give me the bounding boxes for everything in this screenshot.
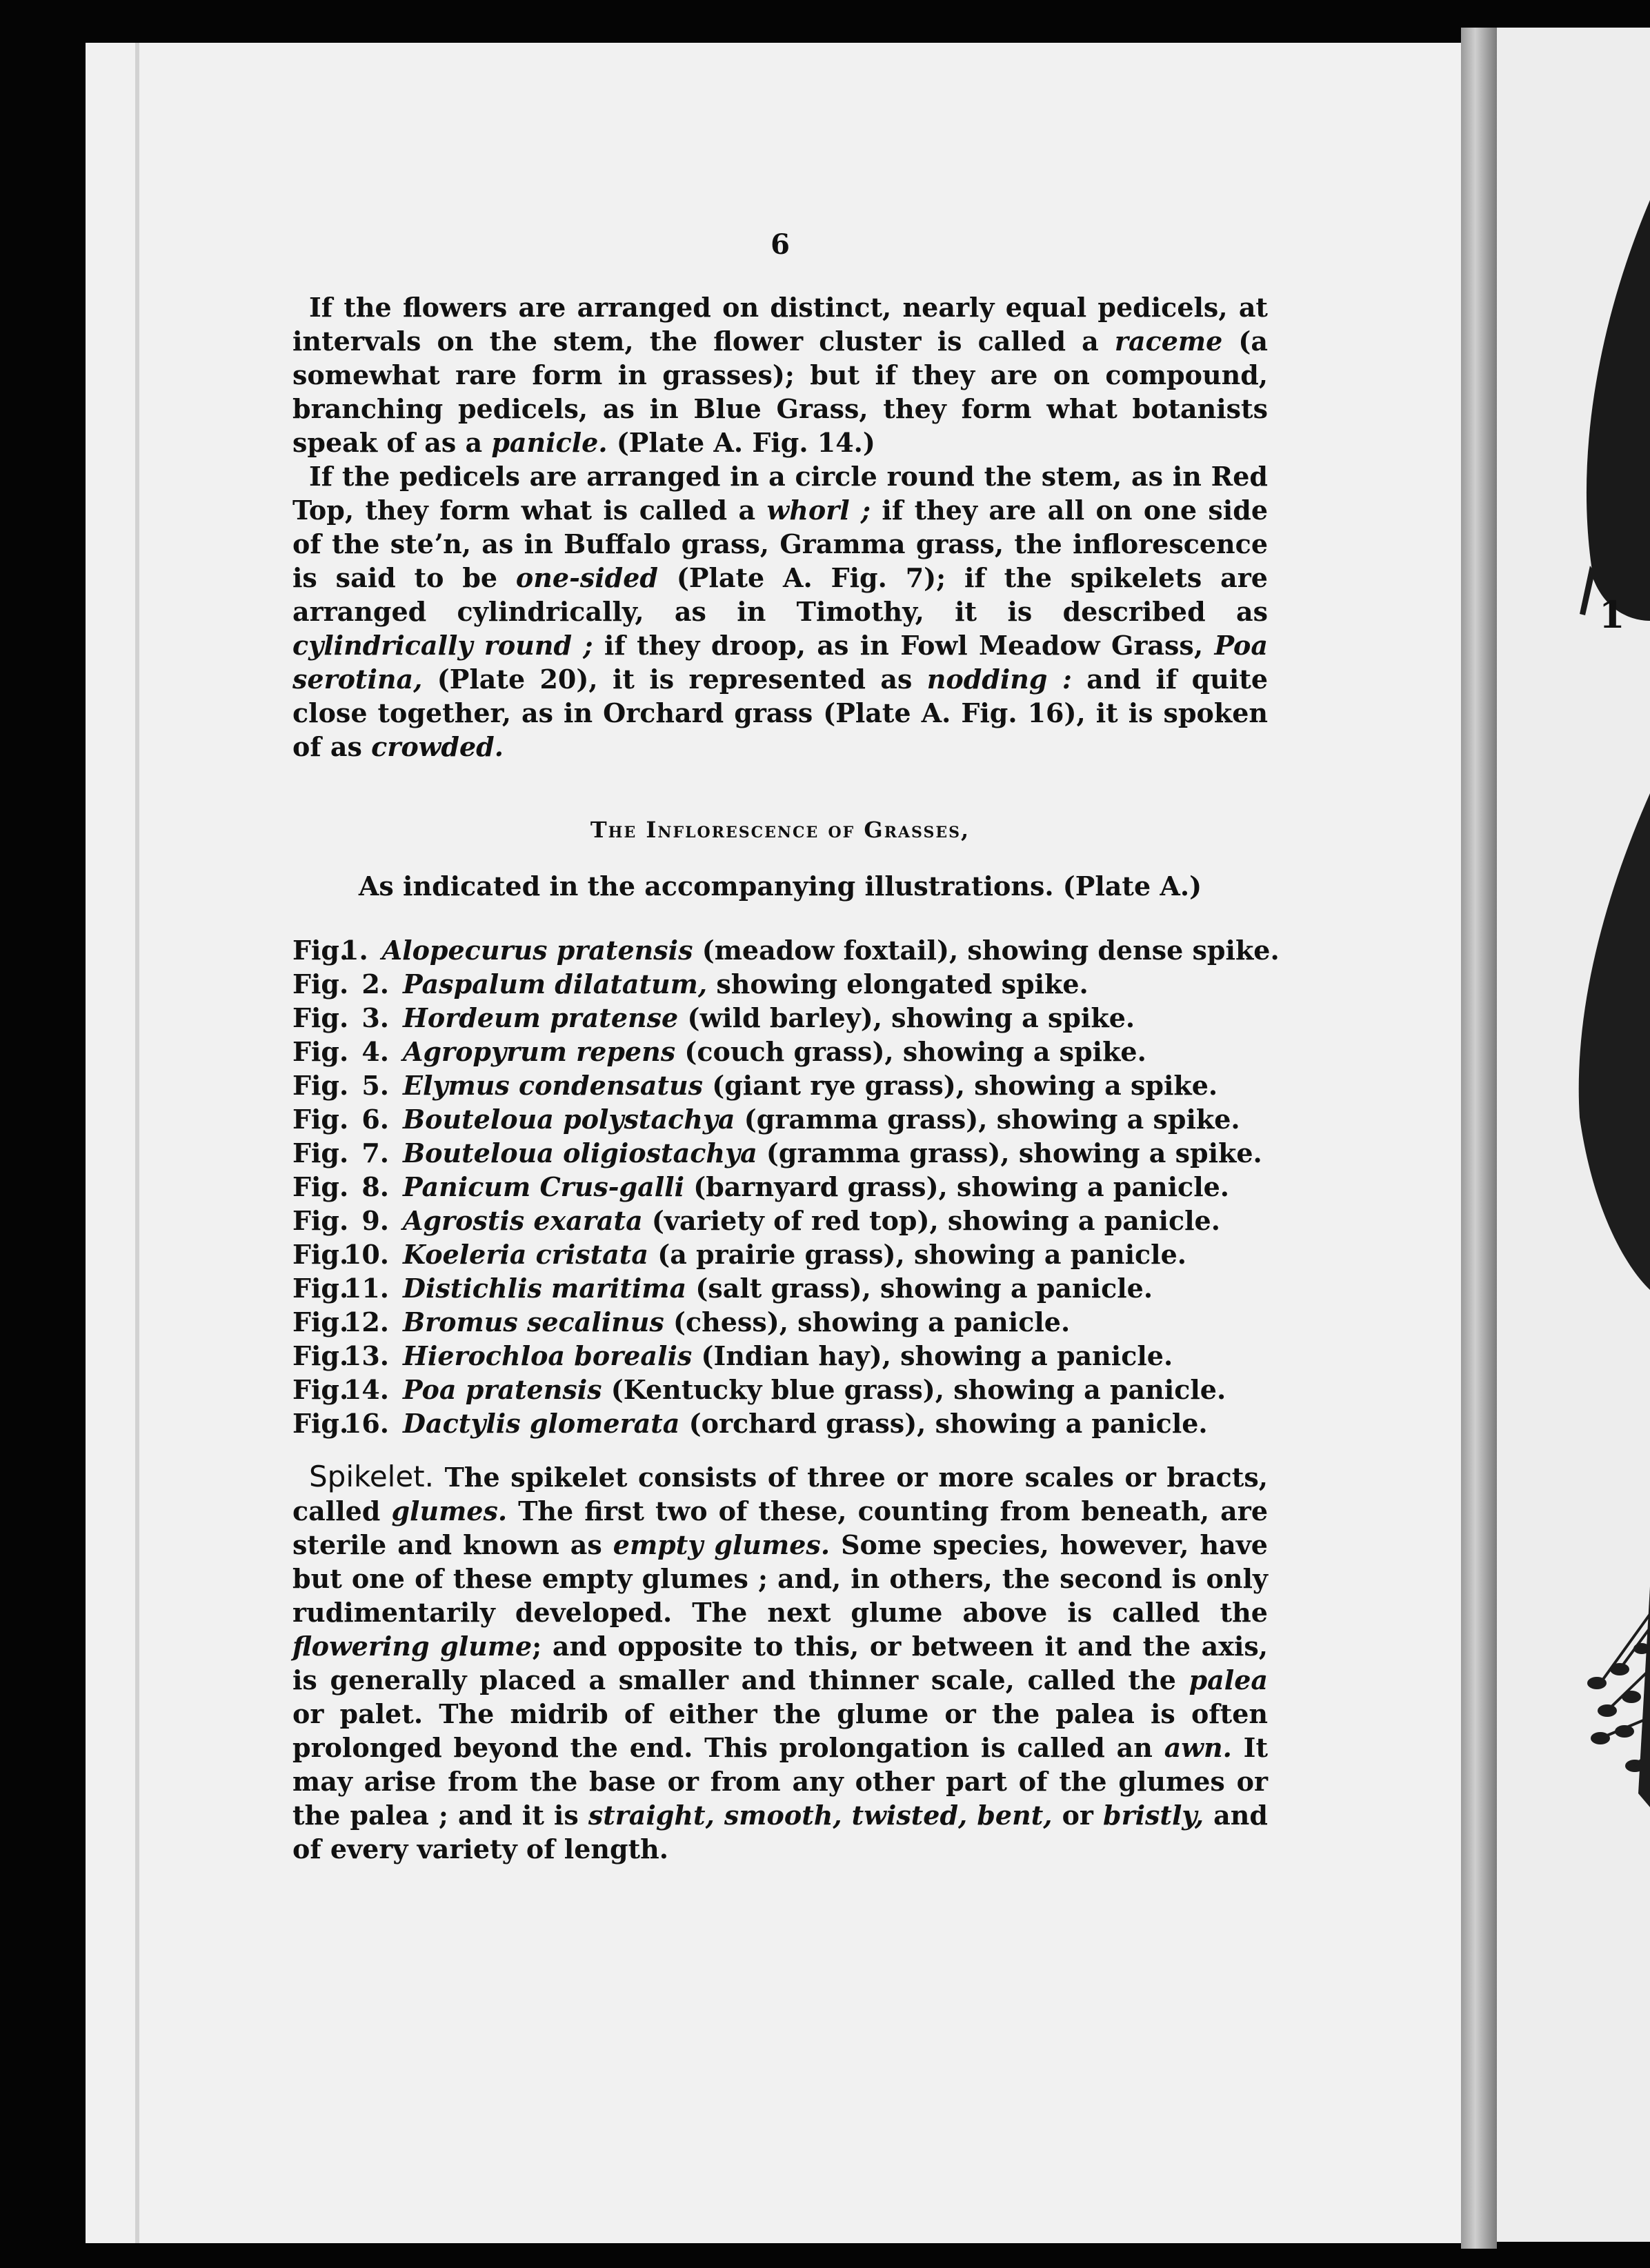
figure-row bbox=[292, 1170, 1268, 1204]
fig-label: Fig. bbox=[292, 1408, 349, 1439]
text-run: if they are all on one side of the steʼn, as in Buffalo grass, Gramma grass, the inflorescence is said to be bbox=[292, 495, 1268, 593]
fig-label: Fig. bbox=[292, 935, 349, 966]
fig-caption bbox=[403, 1170, 1229, 1204]
fig-description: (giant rye grass), showing a spike. bbox=[703, 1070, 1218, 1101]
fig-caption bbox=[403, 1339, 1173, 1373]
text-run: if they droop, as in Fowl Meadow Grass, bbox=[593, 630, 1215, 661]
text-run: (Plate A. Fig. 14.) bbox=[607, 427, 875, 458]
italic-run: nodding : bbox=[926, 664, 1072, 695]
fig-number: 14. bbox=[343, 1374, 389, 1405]
fig-description: (wild barley), showing a spike. bbox=[678, 1002, 1135, 1033]
figure-row bbox=[292, 1373, 1268, 1406]
fig-label: Fig. bbox=[292, 1273, 349, 1304]
species-name: Distichlis maritima bbox=[403, 1273, 687, 1304]
italic-run: straight, smooth, twisted, bent, bbox=[588, 1800, 1053, 1831]
species-name: Poa pratensis bbox=[403, 1374, 602, 1405]
fig-number: 8. bbox=[361, 1171, 389, 1202]
text-run: ; and opposite to this, or between it and the axis, is generally placed a smaller and thinner scale, called the bbox=[292, 1631, 1268, 1695]
fig-number: 9. bbox=[361, 1205, 389, 1236]
section-subtitle: As indicated in the accompanying illustrations. (Plate A.) bbox=[358, 871, 1202, 902]
species-name: Hierochloa borealis bbox=[403, 1340, 693, 1371]
fig-description: (variety of red top), showing a panicle. bbox=[642, 1205, 1220, 1236]
figure-row bbox=[292, 1001, 1268, 1035]
figure-row bbox=[292, 1305, 1268, 1339]
fig-label: Fig. bbox=[292, 1306, 349, 1337]
figure-row bbox=[292, 1068, 1268, 1102]
spike-illustration-middle bbox=[1579, 793, 1650, 1290]
species-name: Paspalum dilatatum, bbox=[403, 968, 708, 999]
fig-description: (gramma grass), showing a spike. bbox=[735, 1104, 1240, 1135]
fig-description: (salt grass), showing a panicle. bbox=[686, 1273, 1153, 1304]
text-run: and of every variety of length. bbox=[292, 1800, 1268, 1864]
fig-caption bbox=[403, 1237, 1186, 1271]
species-name: Bouteloua polystachya bbox=[403, 1104, 735, 1135]
figure-row bbox=[292, 1237, 1268, 1271]
figure-row bbox=[292, 933, 1280, 967]
spikelet-body bbox=[292, 1462, 1268, 1864]
fig-number: 10. bbox=[343, 1239, 389, 1270]
species-name: Bouteloua oligiostachya bbox=[403, 1137, 757, 1168]
fig-caption bbox=[403, 1373, 1226, 1406]
species-name: Agrostis exarata bbox=[403, 1205, 643, 1236]
italic-run: flowering glume bbox=[292, 1631, 533, 1662]
fig-caption bbox=[382, 933, 1280, 967]
figure-row bbox=[292, 1339, 1268, 1373]
book-gutter bbox=[1461, 28, 1497, 2249]
fig-description: (Indian hay), showing a panicle. bbox=[692, 1340, 1173, 1371]
italic-run: palea bbox=[1189, 1664, 1268, 1695]
fig-description: (barnyard grass), showing a panicle. bbox=[684, 1171, 1230, 1202]
text-run: and if quite close together, as in Orchard grass (Plate A. Fig. 16), it is spoken of as bbox=[292, 664, 1268, 762]
page-text bbox=[292, 228, 1280, 1866]
spike-illustration-top bbox=[1580, 200, 1650, 621]
figure-row bbox=[292, 1406, 1268, 1440]
fig-label: Fig. bbox=[292, 1002, 349, 1033]
figure-row bbox=[292, 1035, 1268, 1068]
fig-description: (chess), showing a panicle. bbox=[664, 1306, 1071, 1337]
fig-label: Fig. bbox=[292, 1036, 349, 1067]
italic-run: bristly, bbox=[1103, 1800, 1204, 1831]
italic-run: one-sided bbox=[515, 562, 658, 593]
species-name: Panicum Crus-galli bbox=[403, 1171, 684, 1202]
fig-caption bbox=[403, 1035, 1146, 1068]
species-name: Agropyrum repens bbox=[403, 1036, 676, 1067]
italic-run: Poa serotina, bbox=[292, 630, 1268, 695]
paragraph-spikelet bbox=[292, 1460, 1268, 1866]
fig-caption bbox=[403, 967, 1089, 1001]
text-run: (Plate 20), it is represented as bbox=[422, 664, 927, 695]
fig-caption bbox=[403, 1136, 1262, 1170]
fig-caption bbox=[403, 1102, 1240, 1136]
fig-caption bbox=[403, 1204, 1220, 1237]
fig-caption bbox=[403, 1068, 1217, 1102]
fig-label: Fig. bbox=[292, 1104, 349, 1135]
text-run: The spikelet consists of three or more scales or bracts, called bbox=[292, 1462, 1268, 1526]
paragraph-raceme-panicle bbox=[292, 290, 1268, 459]
fig-number: 3. bbox=[361, 1002, 389, 1033]
paragraph-whorl-nodding bbox=[292, 459, 1268, 764]
species-name: Elymus condensatus bbox=[403, 1070, 704, 1101]
fig-description: (couch grass), showing a spike. bbox=[675, 1036, 1146, 1067]
fig-label: Fig. bbox=[292, 1070, 349, 1101]
fig-label: Fig. bbox=[292, 968, 349, 999]
fig-description: (Kentucky blue grass), showing a panicle. bbox=[602, 1374, 1226, 1405]
italic-run: crowded. bbox=[371, 731, 504, 762]
fig-description: (gramma grass), showing a spike. bbox=[757, 1137, 1262, 1168]
fig-number: 2. bbox=[361, 968, 389, 999]
fig-number: 4. bbox=[361, 1036, 389, 1067]
italic-run: awn. bbox=[1164, 1732, 1232, 1763]
fig-label: Fig. bbox=[292, 1205, 349, 1236]
fig-number: 7. bbox=[361, 1137, 389, 1168]
page-edge bbox=[135, 43, 139, 2243]
text-run: (a somewhat rare form in grasses); but if they are on compound, branching pedicels, as in Blue Grass, they form what botanists speak of as a bbox=[292, 326, 1268, 458]
text-run: or bbox=[1052, 1800, 1104, 1831]
fig-number: 5. bbox=[361, 1070, 389, 1101]
fig-label: Fig. bbox=[292, 1374, 349, 1405]
section-title: The Inflorescence of Grasses, bbox=[590, 817, 971, 843]
plate-illustration bbox=[1497, 28, 1650, 2242]
facing-page bbox=[1497, 28, 1650, 2242]
italic-run: cylindrically round ; bbox=[292, 630, 593, 661]
species-name: Alopecurus pratensis bbox=[381, 935, 693, 966]
figure-row bbox=[292, 1271, 1268, 1305]
fig-caption bbox=[403, 1271, 1153, 1305]
fig-label: Fig. bbox=[292, 1171, 349, 1202]
fig-number: 11. bbox=[343, 1273, 389, 1304]
fig-label: Fig. bbox=[292, 1340, 349, 1371]
fig-description: (orchard grass), showing a panicle. bbox=[679, 1408, 1208, 1439]
figure-row bbox=[292, 1136, 1268, 1170]
italic-run: empty glumes. bbox=[613, 1529, 831, 1560]
fig-number: 13. bbox=[343, 1340, 389, 1371]
species-name: Bromus secalinus bbox=[403, 1306, 664, 1337]
text-run: The first two of these, counting from beneath, are sterile and known as bbox=[292, 1495, 1268, 1560]
fig-label: Fig. bbox=[292, 1239, 349, 1270]
fig-description: showing elongated spike. bbox=[707, 968, 1089, 999]
species-name: Hordeum pratense bbox=[403, 1002, 679, 1033]
spikelet-heading: Spikelet. bbox=[309, 1460, 434, 1493]
text-run: or palet. The midrib of either the glume or the palea is often prolonged beyond the end. This prolongation is called an bbox=[292, 1698, 1268, 1763]
figure-list bbox=[292, 933, 1280, 1440]
figure-row bbox=[292, 967, 1268, 1001]
facing-fig-label: 1 bbox=[1599, 593, 1625, 637]
fig-caption bbox=[403, 1305, 1070, 1339]
fig-number: 16. bbox=[343, 1408, 389, 1439]
fig-label: Fig. bbox=[292, 1137, 349, 1168]
figure-row bbox=[292, 1102, 1268, 1136]
fig-description: (a prairie grass), showing a panicle. bbox=[648, 1239, 1187, 1270]
species-name: Dactylis glomerata bbox=[403, 1408, 680, 1439]
fig-caption bbox=[403, 1406, 1208, 1440]
fig-description: (meadow foxtail), showing dense spike. bbox=[693, 935, 1280, 966]
fig-number: 1. bbox=[341, 935, 368, 966]
fig-number: 6. bbox=[361, 1104, 389, 1135]
species-name: Koeleria cristata bbox=[403, 1239, 648, 1270]
figure-row bbox=[292, 1204, 1268, 1237]
page-number: 6 bbox=[771, 228, 790, 261]
text-run: It may arise from the base or from any other part of the glumes or the palea ; and it is bbox=[292, 1732, 1268, 1831]
italic-run: panicle. bbox=[491, 427, 608, 458]
italic-run: raceme bbox=[1114, 326, 1223, 357]
text-run: If the flowers are arranged on distinct, nearly equal pedicels, at intervals on the stem, the flower cluster is called a bbox=[292, 292, 1268, 357]
fig-number: 12. bbox=[343, 1306, 389, 1337]
text-run: (Plate A. Fig. 7); if the spikelets are arranged cylindrically, as in Timothy, it is described as bbox=[292, 562, 1268, 627]
italic-run: glumes. bbox=[391, 1495, 508, 1526]
italic-run: whorl ; bbox=[766, 495, 871, 526]
fig-caption bbox=[403, 1001, 1135, 1035]
text-run: Some species, however, have but one of these empty glumes ; and, in others, the second is only rudimentarily developed. The next glume above is called the bbox=[292, 1529, 1268, 1628]
panicle-illustration-bottom bbox=[1587, 1586, 1650, 1807]
text-run: If the pedicels are arranged in a circle round the stem, as in Red Top, they form what is called a bbox=[292, 461, 1268, 526]
